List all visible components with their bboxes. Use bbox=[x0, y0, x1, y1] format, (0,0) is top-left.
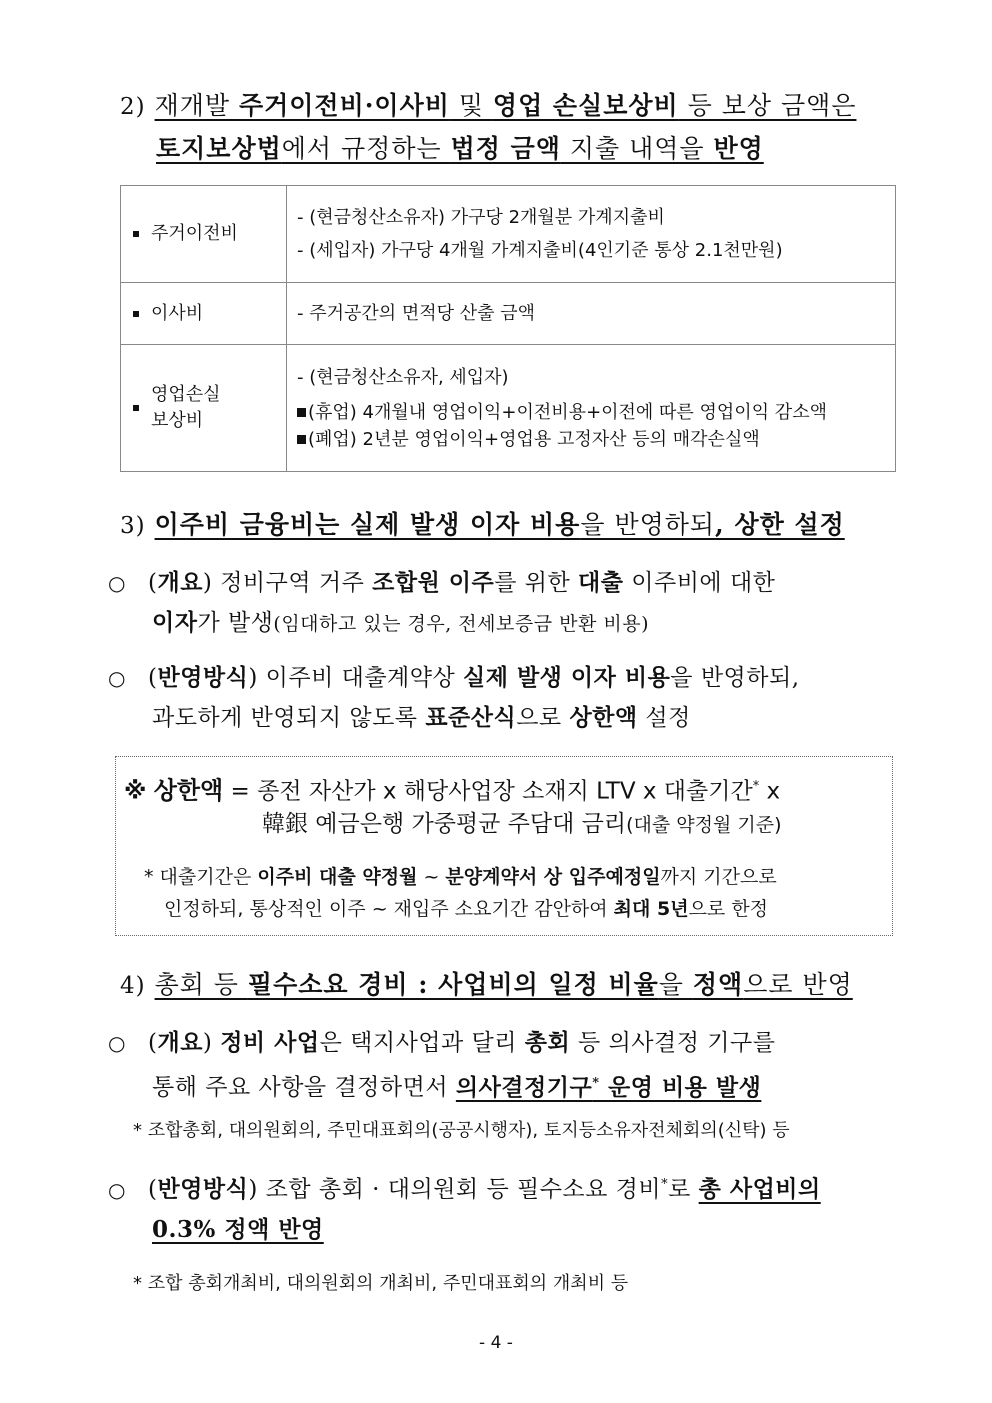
text: ) 정비구역 거주 bbox=[202, 570, 373, 596]
table-row bbox=[121, 283, 896, 345]
text-bold: 영업 손실보상비 bbox=[492, 91, 679, 120]
page-number: - 4 - bbox=[479, 1333, 513, 1353]
row-label: 주거이전비 bbox=[151, 223, 238, 244]
text: 인정하되, 통상적인 이주 ~ 재입주 소요기간 감안하여 bbox=[164, 898, 614, 920]
text: 통해 주요 사항을 결정하면서 bbox=[152, 1074, 456, 1101]
bullet-square-icon bbox=[297, 408, 306, 417]
text: 으로 반영 bbox=[743, 970, 853, 999]
text-bold: 개요 bbox=[157, 1029, 203, 1056]
text: 지출 내역을 bbox=[560, 134, 714, 163]
row-label: 영업손실 bbox=[151, 384, 221, 405]
text: (폐업) 2년분 영업이익+영업용 고정자산 등의 매각손실액 bbox=[308, 428, 760, 450]
text: 로 bbox=[668, 1176, 699, 1203]
formula-note bbox=[164, 894, 768, 924]
reference-mark-icon: ※ bbox=[124, 778, 147, 805]
text: * 대출기간은 bbox=[144, 866, 258, 888]
text-bold: 대출 bbox=[578, 569, 624, 596]
text: 으로 bbox=[516, 705, 570, 731]
footnote-marker: * bbox=[661, 1177, 669, 1192]
text-bold: 반영 bbox=[713, 134, 764, 163]
formula-line bbox=[124, 771, 780, 808]
text-bold: 이자 bbox=[152, 609, 198, 636]
row-line: - (현금청산소유자) 가구당 2개월분 가계지출비 bbox=[297, 207, 665, 228]
text-bold: 반영방식 bbox=[157, 664, 249, 691]
text: ~ bbox=[417, 866, 446, 888]
text: 및 bbox=[449, 91, 493, 120]
text-bold: 개요 bbox=[157, 569, 203, 596]
text-bold: 분양계약서 상 입주예정일 bbox=[445, 866, 661, 888]
bullet-square-icon bbox=[133, 311, 139, 317]
row-line: - (세입자) 가구당 4개월 가계지출비(4인기준 통상 2.1천만원) bbox=[297, 240, 783, 261]
text: 등 보상 금액은 bbox=[678, 91, 857, 120]
text: 으로 한정 bbox=[688, 898, 769, 920]
text-bold: 법정 금액 bbox=[450, 134, 561, 163]
text: 운영 비용 발생 bbox=[599, 1073, 762, 1101]
row-line: - 주거공간의 면적당 산출 금액 bbox=[297, 303, 536, 324]
text-bold: 토지보상법 bbox=[156, 134, 282, 163]
text: 총회 등 bbox=[154, 970, 248, 999]
row-label: 이사비 bbox=[151, 302, 204, 324]
text: ( bbox=[148, 665, 158, 691]
table-row bbox=[121, 345, 896, 472]
text: 은 택지사업과 달리 bbox=[319, 1030, 525, 1056]
text-bold: , 상한 설정 bbox=[715, 510, 845, 539]
table-cell-value bbox=[287, 345, 896, 472]
circle-bullet-icon: ○ bbox=[108, 1177, 126, 1202]
table-cell-label bbox=[121, 186, 287, 283]
text: 가 발생 bbox=[197, 610, 274, 636]
section-number: 2) bbox=[120, 94, 146, 120]
text-bold: 이주비 대출 약정월 bbox=[257, 866, 418, 888]
table-cell-label bbox=[121, 283, 287, 345]
text: 을 bbox=[658, 970, 693, 999]
table-cell-label bbox=[121, 345, 287, 472]
text: 설정 bbox=[637, 705, 691, 731]
text-bold: 총회 bbox=[524, 1029, 571, 1056]
text-bold: 표준산식 bbox=[425, 704, 517, 731]
text: = 종전 자산가 x 해당사업장 소재지 LTV x 대출기간 bbox=[223, 778, 753, 805]
bullet-square-icon bbox=[133, 405, 139, 411]
section-number: 3) bbox=[120, 513, 146, 539]
text-small: (대출 약정월 기준) bbox=[626, 814, 782, 836]
paragraph-method bbox=[108, 658, 900, 738]
text-bold: 필수소요 경비 : 사업비의 일정 비율 bbox=[247, 970, 659, 999]
text-bold: 반영방식 bbox=[157, 1175, 249, 1203]
text-bold: 최대 5년 bbox=[613, 898, 689, 920]
text: 과도하게 반영되지 않도록 bbox=[152, 705, 426, 731]
paragraph-overview-2 bbox=[108, 1023, 900, 1108]
formula-box bbox=[115, 756, 893, 936]
bullet-square-icon bbox=[133, 231, 139, 237]
table-cell-value bbox=[287, 186, 896, 283]
section-3-heading bbox=[120, 504, 900, 547]
text-bold-underlined bbox=[456, 1074, 761, 1101]
text-small: (임대하고 있는 경우, 전세보증금 반환 비용) bbox=[273, 613, 649, 635]
text: 韓銀 예금은행 가중평균 주담대 금리 bbox=[262, 811, 627, 837]
bullet-square-icon bbox=[297, 435, 306, 444]
text: 를 위한 bbox=[494, 570, 579, 596]
text: 까지 기간으로 bbox=[660, 866, 777, 888]
paragraph-overview bbox=[108, 563, 900, 644]
row-line bbox=[297, 426, 895, 453]
formula-title: 상한액 bbox=[153, 776, 224, 805]
text: 이주비에 대한 bbox=[623, 570, 776, 596]
text: 에서 규정하는 bbox=[281, 134, 451, 163]
text: ( bbox=[148, 570, 158, 596]
text-bold: 정액 bbox=[692, 970, 744, 999]
text-bold: 실제 발생 이자 비용 bbox=[463, 664, 671, 691]
text: ) 조합 총회 · 대의원회 등 필수소요 경비 bbox=[248, 1176, 662, 1203]
text: ) bbox=[202, 1030, 221, 1056]
text: 재개발 bbox=[154, 91, 239, 120]
text-bold-underlined: 0.3% 정액 반영 bbox=[152, 1215, 324, 1243]
text-bold: 조합원 이주 bbox=[372, 569, 495, 596]
text-bold-underlined: 총 사업비의 bbox=[698, 1175, 821, 1203]
text-bold: 이주비 금융비는 실제 발생 이자 비용 bbox=[154, 510, 581, 539]
text: 의사결정기구 bbox=[455, 1073, 593, 1101]
text: ( bbox=[148, 1176, 158, 1203]
text-bold: 주거이전비·이사비 bbox=[238, 91, 450, 120]
text-bold: 정비 사업 bbox=[220, 1029, 320, 1056]
paragraph-method-2 bbox=[108, 1165, 900, 1250]
text-bold: 상한액 bbox=[569, 704, 638, 731]
section-4-heading bbox=[120, 964, 900, 1007]
circle-bullet-icon: ○ bbox=[108, 571, 126, 595]
section-number: 4) bbox=[120, 973, 146, 999]
circle-bullet-icon: ○ bbox=[108, 666, 126, 690]
text: ) 이주비 대출계약상 bbox=[248, 665, 464, 691]
footnote: * 조합 총회개최비, 대의원회의 개최비, 주민대표회의 개최비 등 bbox=[133, 1273, 629, 1294]
circle-bullet-icon: ○ bbox=[108, 1031, 126, 1055]
text: x bbox=[759, 778, 781, 805]
text: 등 의사결정 기구를 bbox=[570, 1030, 776, 1056]
text: (휴업) 4개월내 영업이익+이전비용+이전에 따른 영업이익 감소액 bbox=[308, 401, 827, 423]
formula-line bbox=[262, 808, 781, 841]
formula-note bbox=[144, 862, 777, 892]
text: 을 반영하되 bbox=[580, 510, 716, 539]
compensation-table bbox=[120, 185, 896, 472]
footnote-marker: * bbox=[752, 779, 760, 794]
text: 을 반영하되, bbox=[670, 665, 800, 691]
table-cell-value bbox=[287, 283, 896, 345]
text: ( bbox=[148, 1030, 158, 1056]
section-2-heading bbox=[120, 85, 900, 169]
row-label: 보상비 bbox=[151, 410, 204, 431]
footnote-marker: * bbox=[592, 1075, 600, 1090]
footnote: * 조합총회, 대의원회의, 주민대표회의(공공시행자), 토지등소유자전체회의(신탁) 등 bbox=[133, 1120, 790, 1141]
table-row bbox=[121, 186, 896, 283]
row-line bbox=[297, 399, 895, 426]
row-line: - (현금청산소유자, 세입자) bbox=[297, 366, 509, 388]
